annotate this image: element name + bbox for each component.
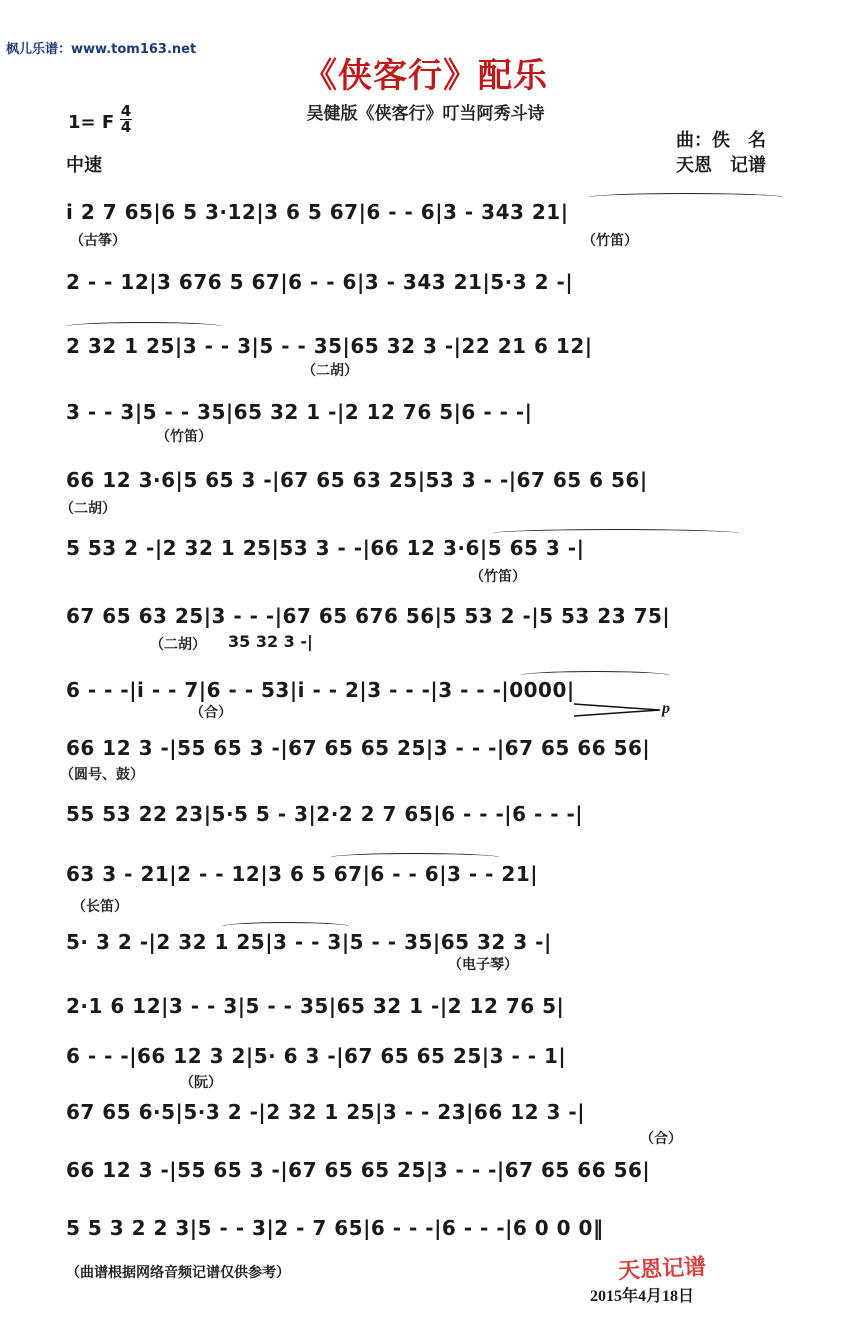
- score-row-7: 67 65 63 25|3 - - -|67 65 676 56|5 53 2 -|5 53 23 75|: [66, 604, 671, 628]
- key-signature: 1= F: [68, 112, 115, 133]
- score-row-14: 6 - - -|66 12 3 2|5· 6 3 -|67 65 65 25|3 - - 1|: [66, 1044, 567, 1068]
- score-extra-line: 35 32 3 -|: [228, 632, 313, 651]
- disclaimer-footer: （曲谱根据网络音频记谱仅供参考）: [66, 1265, 290, 1281]
- instrument-dizi-3: （竹笛）: [470, 569, 526, 585]
- decrescendo-hairpin: [572, 702, 662, 718]
- instrument-erhu-2: （二胡）: [60, 501, 116, 517]
- instrument-erhu-3: （二胡）: [150, 637, 206, 653]
- slur: [66, 322, 222, 331]
- time-signature: [120, 104, 132, 135]
- tempo-marking: 中速: [66, 155, 102, 176]
- slur: [492, 529, 740, 538]
- transcription-date: 2015年4月18日: [590, 1288, 695, 1305]
- page-subtitle: 吴健版《侠客行》叮当阿秀斗诗: [306, 104, 545, 124]
- instrument-horn-drum: （圆号、鼓）: [60, 767, 144, 783]
- slur: [330, 853, 500, 862]
- transcriber: 天恩 记谱: [676, 155, 766, 176]
- score-row-4: 3 - - 3|5 - - 35|65 32 1 -|2 12 76 5|6 - - -|: [66, 400, 533, 424]
- score-row-9: 66 12 3 -|55 65 3 -|67 65 65 25|3 - - -|67 65 66 56|: [66, 736, 651, 760]
- composer: 曲：佚 名: [676, 130, 766, 151]
- page-title: 《侠客行》配乐: [303, 56, 548, 96]
- instrument-he-2: （合）: [640, 1131, 682, 1147]
- score-row-1: i 2 7 65|6 5 3·12|3 6 5 67|6 - - 6|3 - 343 21|: [66, 200, 569, 224]
- score-row-6: 5 53 2 -|2 32 1 25|53 3 - -|66 12 3·6|5 65 3 -|: [66, 536, 585, 560]
- slur: [588, 193, 784, 202]
- score-row-17: 5 5 3 2 2 3|5 - - 3|2 - 7 65|6 - - -|6 - - -|6 0 0 0‖: [66, 1216, 604, 1240]
- slur: [222, 922, 350, 931]
- score-row-3: 2 32 1 25|3 - - 3|5 - - 35|65 32 3 -|22 21 6 12|: [66, 334, 593, 358]
- transcriber-seal: 天恩记谱: [617, 1253, 707, 1285]
- score-row-8: 6 - - -|i - - 7|6 - - 53|i - - 2|3 - - -|3 - - -|0000|: [66, 678, 575, 702]
- instrument-dizi-1: （竹笛）: [582, 233, 638, 249]
- score-row-12: 5· 3 2 -|2 32 1 25|3 - - 3|5 - - 35|65 32 3 -|: [66, 930, 552, 954]
- score-row-10: 55 53 22 23|5·5 5 - 3|2·2 2 7 65|6 - - -|6 - - -|: [66, 802, 584, 826]
- instrument-changdi: （长笛）: [72, 899, 128, 915]
- score-row-5: 66 12 3·6|5 65 3 -|67 65 63 25|53 3 - -|67 65 6 56|: [66, 468, 648, 492]
- instrument-keyboard: （电子琴）: [448, 957, 518, 973]
- instrument-erhu-1: （二胡）: [302, 363, 358, 379]
- score-row-13: 2·1 6 12|3 - - 3|5 - - 35|65 32 1 -|2 12 76 5|: [66, 994, 565, 1018]
- slur: [520, 671, 670, 680]
- instrument-guzheng: （古筝）: [70, 233, 126, 249]
- dynamic-marking: p: [662, 700, 670, 717]
- time-signature-bottom: 4: [120, 118, 132, 136]
- score-row-11: 63 3 - 21|2 - - 12|3 6 5 67|6 - - 6|3 - - 21|: [66, 862, 539, 886]
- site-watermark: 枫儿乐谱：www.tom163.net: [6, 42, 197, 57]
- instrument-ruan: （阮）: [180, 1075, 222, 1091]
- score-row-16: 66 12 3 -|55 65 3 -|67 65 65 25|3 - - -|67 65 66 56|: [66, 1158, 651, 1182]
- score-row-2: 2 - - 12|3 676 5 67|6 - - 6|3 - 343 21|5·3 2 -|: [66, 270, 574, 294]
- score-row-15: 67 65 6·5|5·3 2 -|2 32 1 25|3 - - 23|66 12 3 -|: [66, 1100, 586, 1124]
- instrument-dizi-2: （竹笛）: [156, 429, 212, 445]
- time-signature-top: 4: [120, 102, 132, 120]
- instrument-he-1: （合）: [190, 705, 232, 721]
